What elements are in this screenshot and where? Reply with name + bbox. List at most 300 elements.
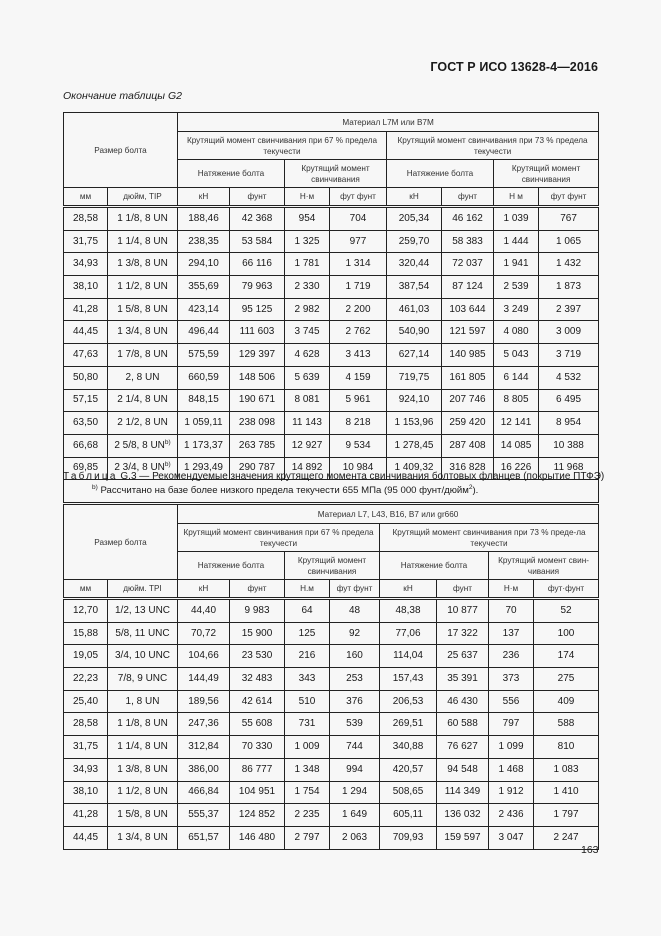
unit-nm-73: Н·м — [489, 580, 534, 599]
cell-nm67 — [285, 434, 330, 457]
cell-mm — [64, 389, 108, 412]
cell-value: 72 037 — [452, 258, 483, 270]
unit-nm-67: Н.м — [285, 580, 330, 599]
cell-lb67 — [230, 344, 285, 367]
cell-kn67 — [178, 804, 230, 827]
cell-value: 1 797 — [553, 809, 579, 821]
cell-ftlb67 — [330, 622, 380, 645]
cell-value: 1 912 — [498, 786, 524, 798]
cell-value: 3 719 — [556, 348, 582, 360]
cell-nm73 — [494, 412, 539, 435]
cell-value: 2 235 — [294, 809, 320, 821]
cell-value: 651,57 — [188, 831, 219, 843]
cell-value: 312,84 — [188, 740, 219, 752]
header-torque-67: Крутящий момент свинчивания — [285, 160, 387, 188]
unit-lb-67: фунт — [230, 580, 285, 599]
cell-value: 28,58 — [72, 212, 99, 224]
cell-value: 8 805 — [503, 394, 529, 406]
cell-value: 189,56 — [188, 695, 219, 707]
table-row — [64, 298, 599, 321]
cell-value: 1 039 — [503, 212, 529, 224]
page-number: 163 — [581, 844, 599, 856]
cell-inch — [108, 276, 178, 299]
cell-value: 25 637 — [447, 650, 478, 662]
cell-value: 1 781 — [294, 258, 320, 270]
cell-value: 1 293,49 — [184, 462, 223, 474]
cell-ftlb67 — [330, 344, 387, 367]
cell-ftlb67 — [330, 276, 387, 299]
cell-value: 540,90 — [398, 326, 430, 338]
cell-value: 94 548 — [447, 763, 478, 775]
cell-value: 25,40 — [72, 695, 99, 707]
cell-value: 1 059,11 — [184, 417, 223, 429]
cell-value: 190 671 — [238, 394, 276, 406]
cell-kn73 — [380, 622, 437, 645]
cell-inch — [108, 389, 178, 412]
cell-nm67 — [285, 804, 330, 827]
cell-value: 2 1/2, 8 UN — [117, 417, 168, 429]
cell-kn67 — [178, 344, 230, 367]
cell-ftlb67 — [330, 412, 387, 435]
table-row — [64, 344, 599, 367]
cell-inch — [108, 713, 178, 736]
header-material: Материал L7M или B7M — [178, 113, 599, 132]
cell-value: 3 745 — [294, 326, 320, 338]
cell-value: 70 330 — [241, 740, 273, 752]
cell-mm — [64, 645, 108, 668]
cell-value: 5 043 — [503, 348, 529, 360]
cell-value: 5 961 — [345, 394, 371, 406]
cell-kn67 — [178, 758, 230, 781]
cell-nm73 — [489, 690, 534, 713]
cell-value: 70 — [505, 604, 517, 616]
cell-inch — [108, 781, 178, 804]
cell-value: 69,85 — [72, 462, 99, 474]
table-row — [64, 434, 599, 457]
cell-value: 60 588 — [447, 718, 478, 730]
unit-lb-67: фунт — [230, 188, 285, 207]
cell-kn73 — [387, 298, 442, 321]
unit-mm: мм — [64, 580, 108, 599]
cell-value: 52 — [560, 604, 572, 616]
cell-value: 121 597 — [449, 326, 486, 338]
cell-value: 15,88 — [72, 627, 99, 639]
cell-value: 114 349 — [444, 786, 481, 798]
cell-value: 496,44 — [188, 326, 219, 338]
table-row — [64, 826, 599, 849]
cell-value: 160 — [346, 650, 363, 662]
cell-value: 1 1/4, 8 UN — [117, 235, 168, 247]
table-row — [64, 713, 599, 736]
cell-value: 1 083 — [553, 763, 579, 775]
cell-value: 247,36 — [188, 718, 219, 730]
cell-ftlb73 — [534, 758, 599, 781]
cell-value: 124 852 — [238, 809, 276, 821]
cell-value: 386,00 — [188, 763, 219, 775]
cell-value: 46 430 — [447, 695, 478, 707]
cell-value: 77,06 — [395, 627, 421, 639]
cell-value: 994 — [346, 763, 363, 775]
cell-kn67 — [178, 321, 230, 344]
cell-value: 387,54 — [398, 280, 430, 292]
cell-value: 1 1/8, 8 UN — [117, 212, 168, 224]
cell-value: 8 218 — [345, 417, 371, 429]
cell-ftlb73 — [534, 668, 599, 691]
cell-value: 10 877 — [447, 604, 478, 616]
cell-kn73 — [387, 207, 442, 231]
footnote-exponent: 2 — [468, 484, 473, 492]
cell-value: 1 432 — [556, 258, 582, 270]
cell-lb73 — [442, 298, 494, 321]
cell-value: 238 098 — [238, 417, 276, 429]
cell-kn73 — [387, 276, 442, 299]
cell-inch — [108, 622, 178, 645]
cell-value: 588 — [557, 718, 575, 730]
cell-ftlb73 — [534, 645, 599, 668]
cell-value: 174 — [557, 650, 575, 662]
cell-value: 114,04 — [393, 650, 423, 662]
table-row — [64, 389, 599, 412]
cell-nm73 — [494, 207, 539, 231]
cell-value: 409 — [557, 695, 575, 707]
cell-nm73 — [489, 826, 534, 849]
table-row — [64, 781, 599, 804]
cell-nm67 — [285, 781, 330, 804]
cell-value: 38,10 — [72, 280, 99, 292]
cell-mm — [64, 781, 108, 804]
cell-value: 4 628 — [294, 348, 320, 360]
table-row — [64, 668, 599, 691]
cell-ftlb73 — [539, 412, 599, 435]
cell-value: 111 603 — [239, 326, 275, 338]
cell-value: 1, 8 UN — [125, 695, 160, 707]
cell-value: 55 608 — [241, 718, 273, 730]
footnote-text: Рассчитано на базе более низкого предела текучести 655 МПа (95 000 фунт/дюйм — [97, 485, 469, 497]
cell-value: 216 — [298, 650, 316, 662]
cell-value: 575,59 — [188, 348, 219, 360]
cell-value: 287 408 — [449, 439, 486, 451]
cell-value: 466,84 — [188, 786, 219, 798]
cell-value: 6 144 — [503, 371, 529, 383]
cell-nm73 — [489, 645, 534, 668]
cell-ftlb73 — [534, 599, 599, 623]
cell-value: 95 125 — [241, 303, 273, 315]
cell-lb73 — [442, 389, 494, 412]
cell-value: 744 — [346, 740, 363, 752]
cell-nm73 — [489, 713, 534, 736]
cell-value: 42 368 — [241, 212, 273, 224]
cell-value: 848,15 — [188, 394, 219, 406]
cell-value: 1 3/4, 8 UN — [117, 831, 168, 843]
cell-value: 2 397 — [556, 303, 582, 315]
cell-ftlb73 — [539, 389, 599, 412]
cell-value: 41,28 — [72, 303, 99, 315]
cell-ftlb73 — [539, 253, 599, 276]
cell-value: 2 436 — [498, 809, 524, 821]
cell-value: 48 — [348, 604, 361, 616]
cell-lb73 — [442, 344, 494, 367]
cell-value: 797 — [502, 718, 520, 730]
cell-lb73 — [437, 645, 489, 668]
cell-lb67 — [230, 298, 285, 321]
cell-value: 1 3/4, 8 UN — [117, 326, 168, 338]
cell-lb73 — [437, 736, 489, 759]
cell-inch — [108, 298, 178, 321]
cell-mm — [64, 622, 108, 645]
cell-value: 92 — [348, 627, 361, 639]
cell-value: 44,40 — [190, 604, 217, 616]
cell-nm73 — [494, 344, 539, 367]
cell-kn67 — [178, 781, 230, 804]
cell-nm67 — [285, 713, 330, 736]
footnote-ref: b) — [164, 438, 171, 446]
cell-kn73 — [380, 645, 437, 668]
table-row — [64, 276, 599, 299]
cell-lb73 — [442, 434, 494, 457]
cell-value: 3/4, 10 UNC — [114, 650, 171, 662]
cell-lb67 — [230, 412, 285, 435]
cell-nm67 — [285, 736, 330, 759]
cell-value: 556 — [502, 695, 520, 707]
cell-value: 290 787 — [238, 462, 276, 474]
cell-lb73 — [442, 366, 494, 389]
cell-lb67 — [230, 781, 285, 804]
cell-value: 5/8, 11 UNC — [115, 627, 170, 639]
cell-ftlb73 — [534, 622, 599, 645]
cell-kn67 — [178, 230, 230, 253]
cell-nm73 — [489, 758, 534, 781]
cell-value: 64 — [301, 604, 313, 616]
header-pct67: Крутящий момент свинчивания при 67 % предела текучести — [178, 132, 387, 160]
cell-ftlb67 — [330, 690, 380, 713]
cell-kn67 — [178, 622, 230, 645]
cell-value: 63,50 — [72, 417, 99, 429]
cell-ftlb67 — [330, 736, 380, 759]
cell-value: 32 483 — [241, 672, 273, 684]
cell-value: 954 — [298, 212, 316, 224]
header-torque-73: Крутящий момент свин-чивания — [489, 552, 599, 580]
cell-value: 44,45 — [72, 326, 99, 338]
cell-nm67 — [285, 276, 330, 299]
cell-value: 2 063 — [341, 831, 368, 843]
cell-value: 76 627 — [447, 740, 478, 752]
cell-value: 810 — [557, 740, 575, 752]
cell-value: 2 1/4, 8 UN — [117, 394, 168, 406]
cell-lb73 — [437, 826, 489, 849]
cell-kn67 — [178, 713, 230, 736]
cell-value: 1 468 — [498, 763, 524, 775]
cell-value: 1 1/2, 8 UN — [117, 280, 168, 292]
cell-value: 159 597 — [444, 831, 481, 843]
cell-value: 10 388 — [553, 439, 584, 451]
cell-nm67 — [285, 826, 330, 849]
cell-value: 31,75 — [72, 740, 99, 752]
cell-value: 2 762 — [345, 326, 371, 338]
cell-ftlb67 — [330, 713, 380, 736]
header-bolt-size: Размер болта — [64, 113, 178, 188]
cell-ftlb67 — [330, 434, 387, 457]
cell-nm73 — [494, 253, 539, 276]
cell-kn67 — [178, 668, 230, 691]
cell-value: 14 085 — [500, 439, 532, 451]
table-row — [64, 230, 599, 253]
cell-value: 2 200 — [345, 303, 371, 315]
cell-value: 704 — [349, 212, 367, 224]
cell-value: 9 534 — [345, 439, 371, 451]
cell-kn67 — [178, 207, 230, 231]
cell-inch — [108, 690, 178, 713]
cell-value: 28,58 — [72, 718, 99, 730]
cell-kn67 — [178, 389, 230, 412]
cell-mm — [64, 826, 108, 849]
cell-lb67 — [230, 389, 285, 412]
cell-value: 136 032 — [444, 809, 481, 821]
cell-ftlb67 — [330, 804, 380, 827]
cell-value: 1 173,37 — [184, 439, 223, 451]
cell-ftlb67 — [330, 253, 387, 276]
cell-value: 207 746 — [449, 394, 486, 406]
cell-ftlb67 — [330, 668, 380, 691]
cell-nm73 — [489, 622, 534, 645]
cell-value: 2, 8 UN — [125, 371, 160, 383]
cell-value: 35 391 — [447, 672, 478, 684]
cell-value: 144,49 — [188, 672, 219, 684]
cell-inch — [108, 599, 178, 623]
header-pct73: Крутящий момент свинчивания при 73 % предела текучести — [387, 132, 599, 160]
cell-value: 1 1/4, 8 UN — [117, 740, 168, 752]
cell-ftlb73 — [539, 366, 599, 389]
cell-lb73 — [442, 230, 494, 253]
cell-value: 719,75 — [398, 371, 430, 383]
cell-inch — [108, 412, 178, 435]
cell-lb67 — [230, 622, 285, 645]
unit-ftlb-73: фут фунт — [539, 188, 599, 207]
cell-kn73 — [380, 781, 437, 804]
cell-nm67 — [285, 207, 330, 231]
table-row — [64, 253, 599, 276]
cell-kn73 — [380, 826, 437, 849]
cell-inch — [108, 253, 178, 276]
cell-value: 1 3/8, 8 UN — [117, 763, 168, 775]
cell-kn73 — [387, 230, 442, 253]
footnote-ref: b) — [164, 461, 171, 469]
unit-ftlb-67: фут фунт — [330, 188, 387, 207]
cell-value: 1 5/8, 8 UN — [117, 303, 168, 315]
cell-kn67 — [178, 826, 230, 849]
cell-mm — [64, 207, 108, 231]
cell-nm67 — [285, 344, 330, 367]
cell-value: 14 892 — [291, 462, 323, 474]
table-row — [64, 645, 599, 668]
cell-inch — [108, 207, 178, 231]
cell-value: 17 322 — [447, 627, 478, 639]
cell-value: 148 506 — [238, 371, 276, 383]
cell-ftlb67 — [330, 781, 380, 804]
cell-value: 50,80 — [72, 371, 99, 383]
cell-value: 709,93 — [392, 831, 424, 843]
cell-value: 461,03 — [398, 303, 430, 315]
cell-mm — [64, 713, 108, 736]
cell-mm — [64, 412, 108, 435]
cell-lb67 — [230, 826, 285, 849]
cell-mm — [64, 366, 108, 389]
cell-lb67 — [230, 253, 285, 276]
cell-lb67 — [230, 645, 285, 668]
cell-value: 2 247 — [553, 831, 579, 843]
cell-inch — [108, 736, 178, 759]
cell-value: 104 951 — [238, 786, 276, 798]
cell-value: 66 116 — [242, 258, 272, 270]
table-row — [64, 366, 599, 389]
cell-lb73 — [437, 804, 489, 827]
cell-value: 11 968 — [553, 462, 584, 474]
cell-lb73 — [437, 599, 489, 623]
table-g3 — [63, 504, 599, 850]
cell-value: 555,37 — [188, 809, 219, 821]
cell-value: 660,59 — [188, 371, 219, 383]
cell-kn73 — [380, 690, 437, 713]
cell-nm73 — [494, 389, 539, 412]
cell-value: 188,46 — [188, 212, 219, 224]
cell-nm73 — [494, 321, 539, 344]
cell-nm73 — [494, 366, 539, 389]
cell-lb73 — [442, 321, 494, 344]
header-bolt-size: Размер болта — [64, 505, 178, 580]
cell-value: 767 — [560, 212, 577, 224]
cell-value: 355,69 — [188, 280, 219, 292]
cell-lb67 — [230, 230, 285, 253]
cell-value: 100 — [557, 627, 575, 639]
cell-value: 5 639 — [294, 371, 320, 383]
cell-value: 605,11 — [393, 809, 423, 821]
cell-mm — [64, 668, 108, 691]
cell-lb73 — [437, 668, 489, 691]
cell-value: 275 — [557, 672, 575, 684]
cell-value: 11 143 — [292, 417, 322, 429]
cell-inch — [108, 804, 178, 827]
cell-value: 1 065 — [556, 235, 582, 247]
cell-value: 4 080 — [503, 326, 529, 338]
cell-kn67 — [178, 736, 230, 759]
unit-nm-73: Н м — [494, 188, 539, 207]
unit-lb-73: фунт — [442, 188, 494, 207]
table-g2 — [63, 112, 599, 503]
cell-nm73 — [494, 434, 539, 457]
cell-ftlb67 — [330, 207, 387, 231]
cell-lb67 — [230, 599, 285, 623]
cell-lb67 — [230, 207, 285, 231]
cell-value: 137 — [502, 627, 520, 639]
cell-value: 3 047 — [498, 831, 524, 843]
cell-value: 508,65 — [392, 786, 424, 798]
cell-mm — [64, 276, 108, 299]
cell-ftlb67 — [330, 321, 387, 344]
cell-mm — [64, 758, 108, 781]
cell-mm — [64, 253, 108, 276]
cell-value: 205,34 — [398, 212, 430, 224]
cell-value: 423,14 — [188, 303, 219, 315]
cell-value: 8 081 — [294, 394, 320, 406]
cell-value: 539 — [346, 718, 363, 730]
cell-lb67 — [230, 434, 285, 457]
cell-nm67 — [285, 758, 330, 781]
cell-value: 125 — [298, 627, 316, 639]
cell-value: 161 805 — [449, 371, 486, 383]
cell-value: 9 983 — [244, 604, 270, 616]
unit-lb-73: фунт — [437, 580, 489, 599]
cell-value: 12,70 — [72, 604, 99, 616]
cell-value: 23 530 — [241, 650, 273, 662]
